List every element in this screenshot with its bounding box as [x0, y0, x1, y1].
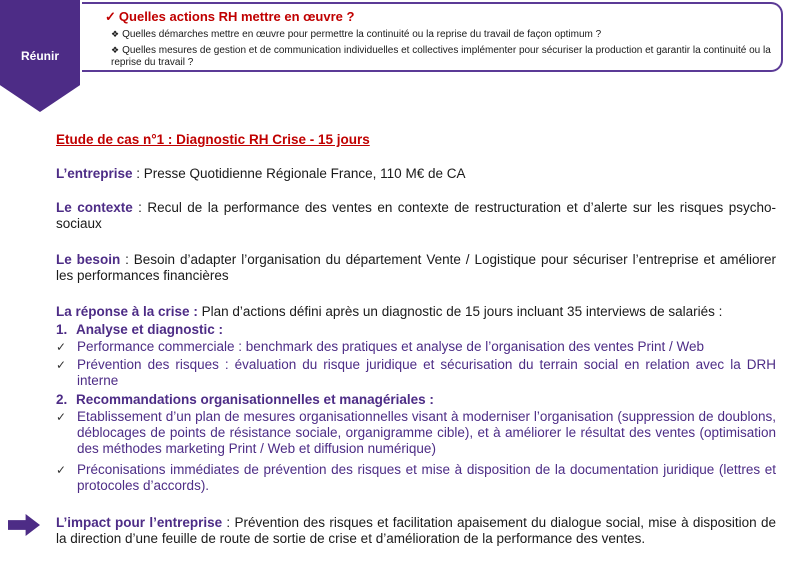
reponse-paragraph: La réponse à la crise : Plan d’actions défini après un diagnostic de 15 jours incluant 35 interviews de salariés :: [56, 304, 723, 319]
case-title: Etude de cas n°1 : Diagnostic RH Crise - 15 jours: [56, 132, 370, 147]
list-item: ✓ Performance commerciale : benchmark des pratiques et analyse de l’organisation des ventes Print / Web: [56, 339, 705, 354]
list-item: ✓ Prévention des risques : évaluation du risque juridique et sécurisation du terrain social en relation avec la DRH interne: [56, 357, 776, 388]
section-heading: 2. Recommandations organisationnelles et managériales :: [56, 392, 434, 407]
arrow-right-icon: [8, 514, 40, 536]
check-icon: ✓: [56, 340, 67, 354]
list-item: ✓ Préconisations immédiates de prévention des risques et mise à disposition de la documentation juridique (lettres et protocoles d’accords).: [56, 462, 776, 493]
check-icon: ✓: [56, 358, 67, 372]
entreprise-paragraph: L’entreprise : Presse Quotidienne Régionale France, 110 M€ de CA: [56, 166, 466, 181]
question-title: ✓ Quelles actions RH mettre en œuvre ?: [105, 9, 355, 24]
besoin-paragraph: Le besoin : Besoin d’adapter l’organisation du département Vente / Logistique pour sécuriser l’entreprise et améliorer les performances financières: [56, 252, 776, 283]
diamond-bullet-icon: ❖: [111, 29, 120, 39]
check-icon: ✓: [105, 9, 116, 24]
check-icon: ✓: [56, 410, 67, 424]
section-heading: 1. Analyse et diagnostic :: [56, 322, 224, 337]
list-item: ✓ Etablissement d’un plan de mesures organisationnelles visant à moderniser l’organisation (suppression de doublons, déblocages de points de résistance sociale, organigramme cible), et à améliorer le résultat des ventes (optimisation des méthodes marketing Print / Web et diffusion numérique): [56, 409, 776, 456]
check-icon: ✓: [56, 463, 67, 477]
question-bullet: ❖ Quelles démarches mettre en œuvre pour permettre la continuité ou la reprise du travail de façon optimum ?: [111, 29, 602, 40]
contexte-paragraph: Le contexte : Recul de la performance des ventes en contexte de restructuration et d’alerte sur les risques psycho-sociaux: [56, 200, 776, 231]
impact-paragraph: L’impact pour l’entreprise : Prévention des risques et facilitation apaisement du dialogue social, mise à disposition de la direction d’une feuille de route de sortie de crise et d’amélioration de la performance des ventes.: [56, 515, 776, 546]
diamond-bullet-icon: ❖: [111, 45, 120, 55]
section-label: Réunir: [20, 49, 59, 63]
question-bullet: ❖ Quelles mesures de gestion et de communication individuelles et collectives implémenter pour sécuriser la production et garantir la continuité ou la reprise du travail ?: [111, 45, 771, 68]
